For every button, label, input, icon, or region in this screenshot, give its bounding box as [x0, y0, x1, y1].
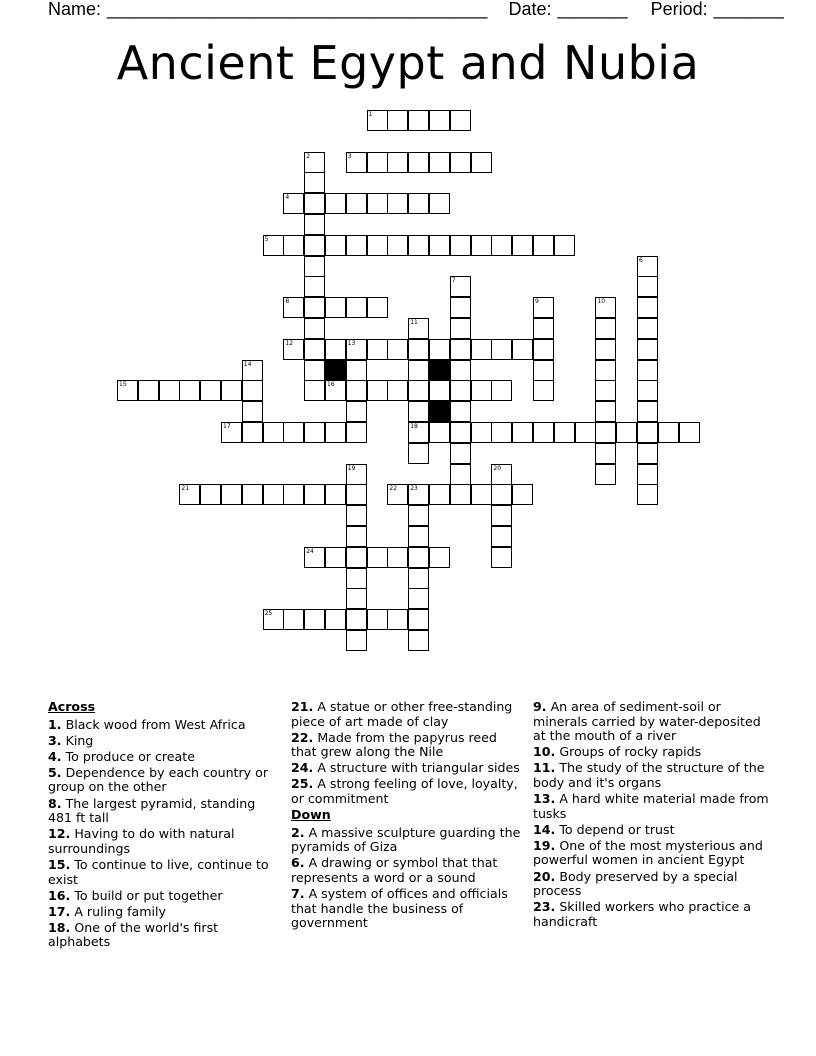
clue-number-label: 1.	[48, 716, 62, 732]
grid-cell[interactable]	[450, 339, 471, 360]
date-line[interactable]: _______	[557, 0, 628, 19]
grid-cell[interactable]	[304, 276, 325, 297]
grid-cell[interactable]	[533, 360, 554, 381]
grid-cell[interactable]	[637, 339, 658, 360]
grid-cell[interactable]	[637, 484, 658, 505]
grid-cell[interactable]	[117, 380, 138, 401]
grid-cell[interactable]	[450, 401, 471, 422]
grid-cell[interactable]	[304, 193, 325, 214]
grid-cell[interactable]	[533, 235, 554, 256]
grid-cell[interactable]	[450, 422, 471, 443]
grid-cell[interactable]	[387, 193, 408, 214]
clue-item	[533, 745, 773, 760]
clue-number: 24	[306, 547, 314, 555]
grid-cell[interactable]	[450, 276, 471, 297]
clue-text: A strong feeling of love, loyalty, or commitment	[291, 776, 518, 807]
clue-number: 8	[285, 298, 290, 306]
grid-cell[interactable]	[429, 484, 450, 505]
clue-number: 5	[264, 235, 269, 243]
clue-number-label: 13.	[533, 791, 556, 807]
clue-item	[291, 777, 521, 806]
grid-cell[interactable]	[491, 235, 512, 256]
grid-cell[interactable]	[263, 235, 284, 256]
clue-text: A hard white material made from tusks	[533, 791, 769, 821]
clue-number: 9	[535, 298, 539, 306]
grid-cell[interactable]	[242, 422, 263, 443]
clue-number: 25	[264, 610, 273, 618]
grid-cell[interactable]	[304, 380, 325, 401]
grid-cell[interactable]	[408, 443, 429, 464]
clue-number-label: 12.	[48, 826, 71, 842]
grid-cell[interactable]	[491, 484, 512, 505]
clue-number: 22	[389, 485, 398, 493]
grid-cell[interactable]	[346, 505, 367, 526]
grid-cell[interactable]	[179, 484, 200, 505]
period-line[interactable]: _______	[713, 0, 784, 19]
grid-cell[interactable]	[637, 256, 658, 277]
clue-number-label: 6.	[291, 855, 305, 871]
clue-item	[533, 900, 773, 929]
grid-cell[interactable]	[637, 443, 658, 464]
grid-cell[interactable]	[367, 297, 388, 318]
clue-text: King	[61, 732, 94, 748]
clue-number-label: 14.	[533, 821, 556, 837]
grid-cell[interactable]	[512, 484, 533, 505]
clue-number: 3	[347, 152, 352, 160]
clue-item	[533, 870, 773, 899]
grid-cell[interactable]	[595, 297, 616, 318]
grid-cell[interactable]	[595, 380, 616, 401]
clue-item	[48, 827, 273, 856]
grid-cell[interactable]	[554, 422, 575, 443]
clue-number: 12	[285, 339, 294, 347]
clue-number-label: 24.	[291, 760, 314, 776]
grid-cell[interactable]	[304, 484, 325, 505]
clue-number: 15	[119, 381, 127, 389]
grid-cell[interactable]	[346, 339, 367, 360]
grid-cell[interactable]	[304, 235, 325, 256]
grid-cell[interactable]	[408, 526, 429, 547]
clue-text: Skilled workers who practice a handicraft	[533, 899, 751, 929]
clue-item	[48, 921, 273, 950]
clue-item	[291, 826, 521, 855]
clue-item	[48, 734, 273, 749]
clue-item	[48, 797, 273, 826]
clue-text: The largest pyramid, standing 481 ft tall	[48, 795, 256, 826]
grid-cell[interactable]	[595, 401, 616, 422]
grid-cell[interactable]	[367, 235, 388, 256]
grid-cell[interactable]	[221, 422, 242, 443]
grid-cell[interactable]	[387, 235, 408, 256]
name-line[interactable]: ______________________________________	[107, 0, 488, 19]
grid-cell[interactable]	[263, 484, 284, 505]
grid-cell[interactable]	[283, 422, 304, 443]
clue-item	[533, 700, 773, 744]
grid-cell[interactable]	[387, 484, 408, 505]
clue-number-label: 17.	[48, 903, 71, 919]
clue-text: Dependence by each country or group on the other	[48, 764, 269, 795]
grid-cell[interactable]	[471, 339, 492, 360]
grid-cell[interactable]	[325, 422, 346, 443]
clue-item	[48, 905, 273, 920]
grid-cell[interactable]	[471, 152, 492, 173]
clue-text: To depend or trust	[555, 821, 675, 837]
grid-cell[interactable]	[637, 318, 658, 339]
grid-cell[interactable]	[429, 380, 450, 401]
grid-cell[interactable]	[408, 547, 429, 568]
grid-cell[interactable]	[367, 609, 388, 630]
clue-text: One of the world's first alphabets	[48, 919, 219, 950]
grid-cell[interactable]	[471, 235, 492, 256]
grid-cell[interactable]	[346, 609, 367, 630]
clue-item	[533, 823, 773, 838]
grid-cell[interactable]	[575, 422, 596, 443]
grid-cell[interactable]	[450, 152, 471, 173]
grid-cell[interactable]	[304, 256, 325, 277]
grid-cell[interactable]	[429, 422, 450, 443]
clue-number-label: 4.	[48, 748, 62, 764]
grid-cell[interactable]	[533, 297, 554, 318]
grid-cell[interactable]	[408, 380, 429, 401]
grid-cell[interactable]	[450, 235, 471, 256]
grid-cell[interactable]	[554, 235, 575, 256]
grid-cell[interactable]	[408, 609, 429, 630]
grid-cell[interactable]	[637, 297, 658, 318]
clues-column-1	[48, 700, 273, 952]
grid-cell[interactable]	[450, 297, 471, 318]
grid-cell[interactable]	[408, 110, 429, 131]
clue-item	[533, 792, 773, 821]
down-heading: Down	[291, 807, 331, 823]
clue-number: 20	[493, 464, 502, 472]
black-square	[325, 360, 346, 381]
clue-text: Black wood from West Africa	[61, 716, 246, 732]
grid-cell[interactable]	[595, 360, 616, 381]
grid-cell[interactable]	[637, 401, 658, 422]
clue-number: 13	[347, 339, 356, 347]
clue-text: To build or put together	[70, 887, 223, 903]
grid-cell[interactable]	[408, 422, 429, 443]
black-square	[429, 360, 450, 381]
grid-cell[interactable]	[387, 152, 408, 173]
grid-cell[interactable]	[387, 110, 408, 131]
grid-cell[interactable]	[283, 193, 304, 214]
grid-cell[interactable]	[491, 526, 512, 547]
grid-cell[interactable]	[387, 339, 408, 360]
clue-number-label: 10.	[533, 744, 556, 760]
grid-cell[interactable]	[450, 360, 471, 381]
grid-cell[interactable]	[595, 422, 616, 443]
grid-cell[interactable]	[304, 339, 325, 360]
grid-cell[interactable]	[304, 214, 325, 235]
clue-number-label: 18.	[48, 919, 71, 935]
grid-cell[interactable]	[283, 297, 304, 318]
clue-item	[291, 887, 521, 931]
grid-cell[interactable]	[491, 464, 512, 485]
clue-number: 1	[368, 111, 373, 118]
clue-item	[48, 718, 273, 733]
grid-cell[interactable]	[533, 339, 554, 360]
clue-number: 17	[223, 423, 231, 430]
grid-cell[interactable]	[346, 401, 367, 422]
clue-number: 18	[410, 423, 418, 430]
clue-number-label: 3.	[48, 732, 62, 748]
grid-cell[interactable]	[179, 380, 200, 401]
grid-cell[interactable]	[325, 609, 346, 630]
grid-cell[interactable]	[346, 588, 367, 609]
grid-cell[interactable]	[637, 360, 658, 381]
grid-cell[interactable]	[346, 297, 367, 318]
clue-item	[291, 700, 521, 729]
clue-number-label: 5.	[48, 764, 62, 780]
grid-cell[interactable]	[346, 526, 367, 547]
clue-number: 4	[285, 194, 290, 202]
clue-number: 10	[597, 298, 606, 306]
grid-cell[interactable]	[408, 401, 429, 422]
grid-cell[interactable]	[533, 380, 554, 401]
grid-cell[interactable]	[325, 339, 346, 360]
grid-cell[interactable]	[658, 422, 679, 443]
grid-cell[interactable]	[450, 443, 471, 464]
clue-item	[291, 856, 521, 885]
grid-cell[interactable]	[138, 380, 159, 401]
grid-cell[interactable]	[325, 193, 346, 214]
grid-cell[interactable]	[304, 422, 325, 443]
grid-cell[interactable]	[408, 484, 429, 505]
grid-cell[interactable]	[346, 360, 367, 381]
grid-cell[interactable]	[595, 339, 616, 360]
grid-cell[interactable]	[221, 484, 242, 505]
grid-cell[interactable]	[512, 339, 533, 360]
clue-item	[48, 889, 273, 904]
grid-cell[interactable]	[408, 505, 429, 526]
grid-cell[interactable]	[367, 110, 388, 131]
clue-text: A statue or other free-standing piece of art made of clay	[291, 699, 513, 729]
grid-cell[interactable]	[450, 464, 471, 485]
clue-number: 6	[639, 256, 643, 264]
grid-cell[interactable]	[450, 318, 471, 339]
clue-text: To produce or create	[61, 748, 195, 764]
clue-number-label: 20.	[533, 868, 556, 884]
grid-cell[interactable]	[408, 318, 429, 339]
grid-cell[interactable]	[491, 505, 512, 526]
clue-number: 23	[410, 485, 418, 493]
grid-cell[interactable]	[200, 484, 221, 505]
grid-cell[interactable]	[263, 609, 284, 630]
grid-cell[interactable]	[367, 152, 388, 173]
grid-cell[interactable]	[471, 380, 492, 401]
grid-cell[interactable]	[408, 339, 429, 360]
clue-number: 19	[347, 464, 356, 472]
clue-number-label: 2.	[291, 824, 305, 840]
grid-cell[interactable]	[408, 588, 429, 609]
clue-text: One of the most mysterious and powerful women in ancient Egypt	[533, 837, 763, 868]
grid-cell[interactable]	[471, 484, 492, 505]
grid-cell[interactable]	[679, 422, 700, 443]
grid-cell[interactable]	[346, 464, 367, 485]
clue-text: An area of sediment-soil or minerals carried by water-deposited at the mouth of a river	[533, 699, 761, 744]
clues-column-3	[533, 700, 773, 931]
grid-cell[interactable]	[512, 235, 533, 256]
clue-item	[291, 761, 521, 776]
grid-cell[interactable]	[304, 547, 325, 568]
grid-cell[interactable]	[471, 422, 492, 443]
grid-cell[interactable]	[512, 422, 533, 443]
grid-cell[interactable]	[325, 297, 346, 318]
grid-cell[interactable]	[304, 609, 325, 630]
grid-cell[interactable]	[346, 380, 367, 401]
grid-cell[interactable]	[346, 422, 367, 443]
grid-cell[interactable]	[263, 422, 284, 443]
clue-text: Having to do with natural surroundings	[48, 826, 235, 856]
grid-cell[interactable]	[450, 380, 471, 401]
grid-cell[interactable]	[450, 484, 471, 505]
grid-cell[interactable]	[283, 339, 304, 360]
grid-cell[interactable]	[242, 401, 263, 422]
clue-number-label: 15.	[48, 856, 71, 872]
clue-item	[48, 766, 273, 795]
clue-number-label: 16.	[48, 887, 71, 903]
clue-number: 11	[410, 319, 418, 326]
clue-number-label: 22.	[291, 729, 314, 745]
grid-cell[interactable]	[304, 152, 325, 173]
clue-number-label: 25.	[291, 776, 314, 792]
clue-text: Made from the papyrus reed that grew along the Nile	[291, 729, 497, 760]
clue-number: 21	[181, 485, 190, 493]
grid-cell[interactable]	[387, 547, 408, 568]
grid-cell[interactable]	[304, 172, 325, 193]
clue-number-label: 19.	[533, 837, 556, 853]
grid-cell[interactable]	[325, 380, 346, 401]
clue-number: 2	[306, 152, 311, 160]
grid-cell[interactable]	[283, 609, 304, 630]
grid-cell[interactable]	[325, 547, 346, 568]
grid-cell[interactable]	[200, 380, 221, 401]
date-label: Date:	[508, 0, 552, 19]
grid-cell[interactable]	[283, 484, 304, 505]
grid-cell[interactable]	[408, 193, 429, 214]
black-square	[429, 401, 450, 422]
grid-cell[interactable]	[367, 339, 388, 360]
grid-cell[interactable]	[637, 464, 658, 485]
grid-cell[interactable]	[346, 235, 367, 256]
grid-cell[interactable]	[595, 464, 616, 485]
student-info-header	[48, 0, 790, 18]
clue-number-label: 7.	[291, 886, 305, 902]
grid-cell[interactable]	[637, 276, 658, 297]
grid-cell[interactable]	[159, 380, 180, 401]
grid-cell[interactable]	[242, 380, 263, 401]
grid-cell[interactable]	[242, 484, 263, 505]
grid-cell[interactable]	[346, 547, 367, 568]
grid-cell[interactable]	[595, 443, 616, 464]
grid-cell[interactable]	[429, 547, 450, 568]
grid-cell[interactable]	[325, 484, 346, 505]
grid-cell[interactable]	[387, 380, 408, 401]
clue-item	[48, 858, 273, 887]
clue-item	[533, 839, 773, 868]
grid-cell[interactable]	[346, 630, 367, 651]
clue-text: A drawing or symbol that that represents a word or a sound	[291, 855, 498, 886]
grid-cell[interactable]	[408, 235, 429, 256]
grid-cell[interactable]	[595, 318, 616, 339]
clue-number-label: 8.	[48, 795, 62, 811]
grid-cell[interactable]	[304, 297, 325, 318]
grid-cell[interactable]	[304, 318, 325, 339]
grid-cell[interactable]	[408, 568, 429, 589]
grid-cell[interactable]	[429, 235, 450, 256]
clue-text: Groups of rocky rapids	[555, 744, 702, 760]
grid-cell[interactable]	[283, 235, 304, 256]
clue-text: To continue to live, continue to exist	[48, 856, 269, 887]
clue-item	[48, 750, 273, 765]
grid-cell[interactable]	[429, 110, 450, 131]
grid-cell[interactable]	[450, 110, 471, 131]
clues-column-2	[291, 700, 521, 932]
grid-cell[interactable]	[491, 380, 512, 401]
grid-cell[interactable]	[346, 152, 367, 173]
grid-cell[interactable]	[408, 360, 429, 381]
clue-text: A ruling family	[70, 903, 166, 919]
clue-number-label: 23.	[533, 899, 556, 915]
grid-cell[interactable]	[429, 339, 450, 360]
grid-cell[interactable]	[408, 152, 429, 173]
grid-cell[interactable]	[367, 380, 388, 401]
grid-cell[interactable]	[346, 484, 367, 505]
grid-cell[interactable]	[533, 422, 554, 443]
clue-number: 16	[327, 381, 335, 389]
period-label: Period:	[650, 0, 708, 19]
grid-cell[interactable]	[221, 380, 242, 401]
grid-cell[interactable]	[367, 193, 388, 214]
clue-number: 7	[451, 277, 456, 285]
clue-text: Body preserved by a special process	[533, 868, 738, 899]
grid-cell[interactable]	[491, 422, 512, 443]
grid-cell[interactable]	[346, 193, 367, 214]
grid-cell[interactable]	[616, 422, 637, 443]
clue-text: A system of offices and officials that handle the business of government	[291, 886, 508, 931]
grid-cell[interactable]	[429, 193, 450, 214]
grid-cell[interactable]	[325, 235, 346, 256]
grid-cell[interactable]	[429, 152, 450, 173]
clue-number-label: 11.	[533, 760, 556, 776]
clue-number-label: 21.	[291, 699, 314, 714]
grid-cell[interactable]	[242, 360, 263, 381]
page-title: Ancient Egypt and Nubia	[116, 36, 700, 90]
grid-cell[interactable]	[346, 568, 367, 589]
grid-cell[interactable]	[304, 360, 325, 381]
clue-item	[291, 731, 521, 760]
grid-cell[interactable]	[367, 547, 388, 568]
clue-text: A structure with triangular sides	[313, 760, 520, 776]
across-heading: Across	[48, 699, 96, 714]
grid-cell[interactable]	[387, 609, 408, 630]
clue-number: 14	[243, 360, 252, 368]
clue-item	[533, 761, 773, 790]
grid-cell[interactable]	[533, 318, 554, 339]
grid-cell[interactable]	[637, 422, 658, 443]
clue-text: The study of the structure of the body and it's organs	[533, 760, 765, 790]
name-label: Name:	[48, 0, 102, 19]
grid-cell[interactable]	[491, 547, 512, 568]
grid-cell[interactable]	[408, 630, 429, 651]
clue-number-label: 9.	[533, 699, 547, 714]
grid-cell[interactable]	[637, 380, 658, 401]
clue-text: A massive sculpture guarding the pyramids of Giza	[291, 824, 521, 855]
grid-cell[interactable]	[491, 339, 512, 360]
